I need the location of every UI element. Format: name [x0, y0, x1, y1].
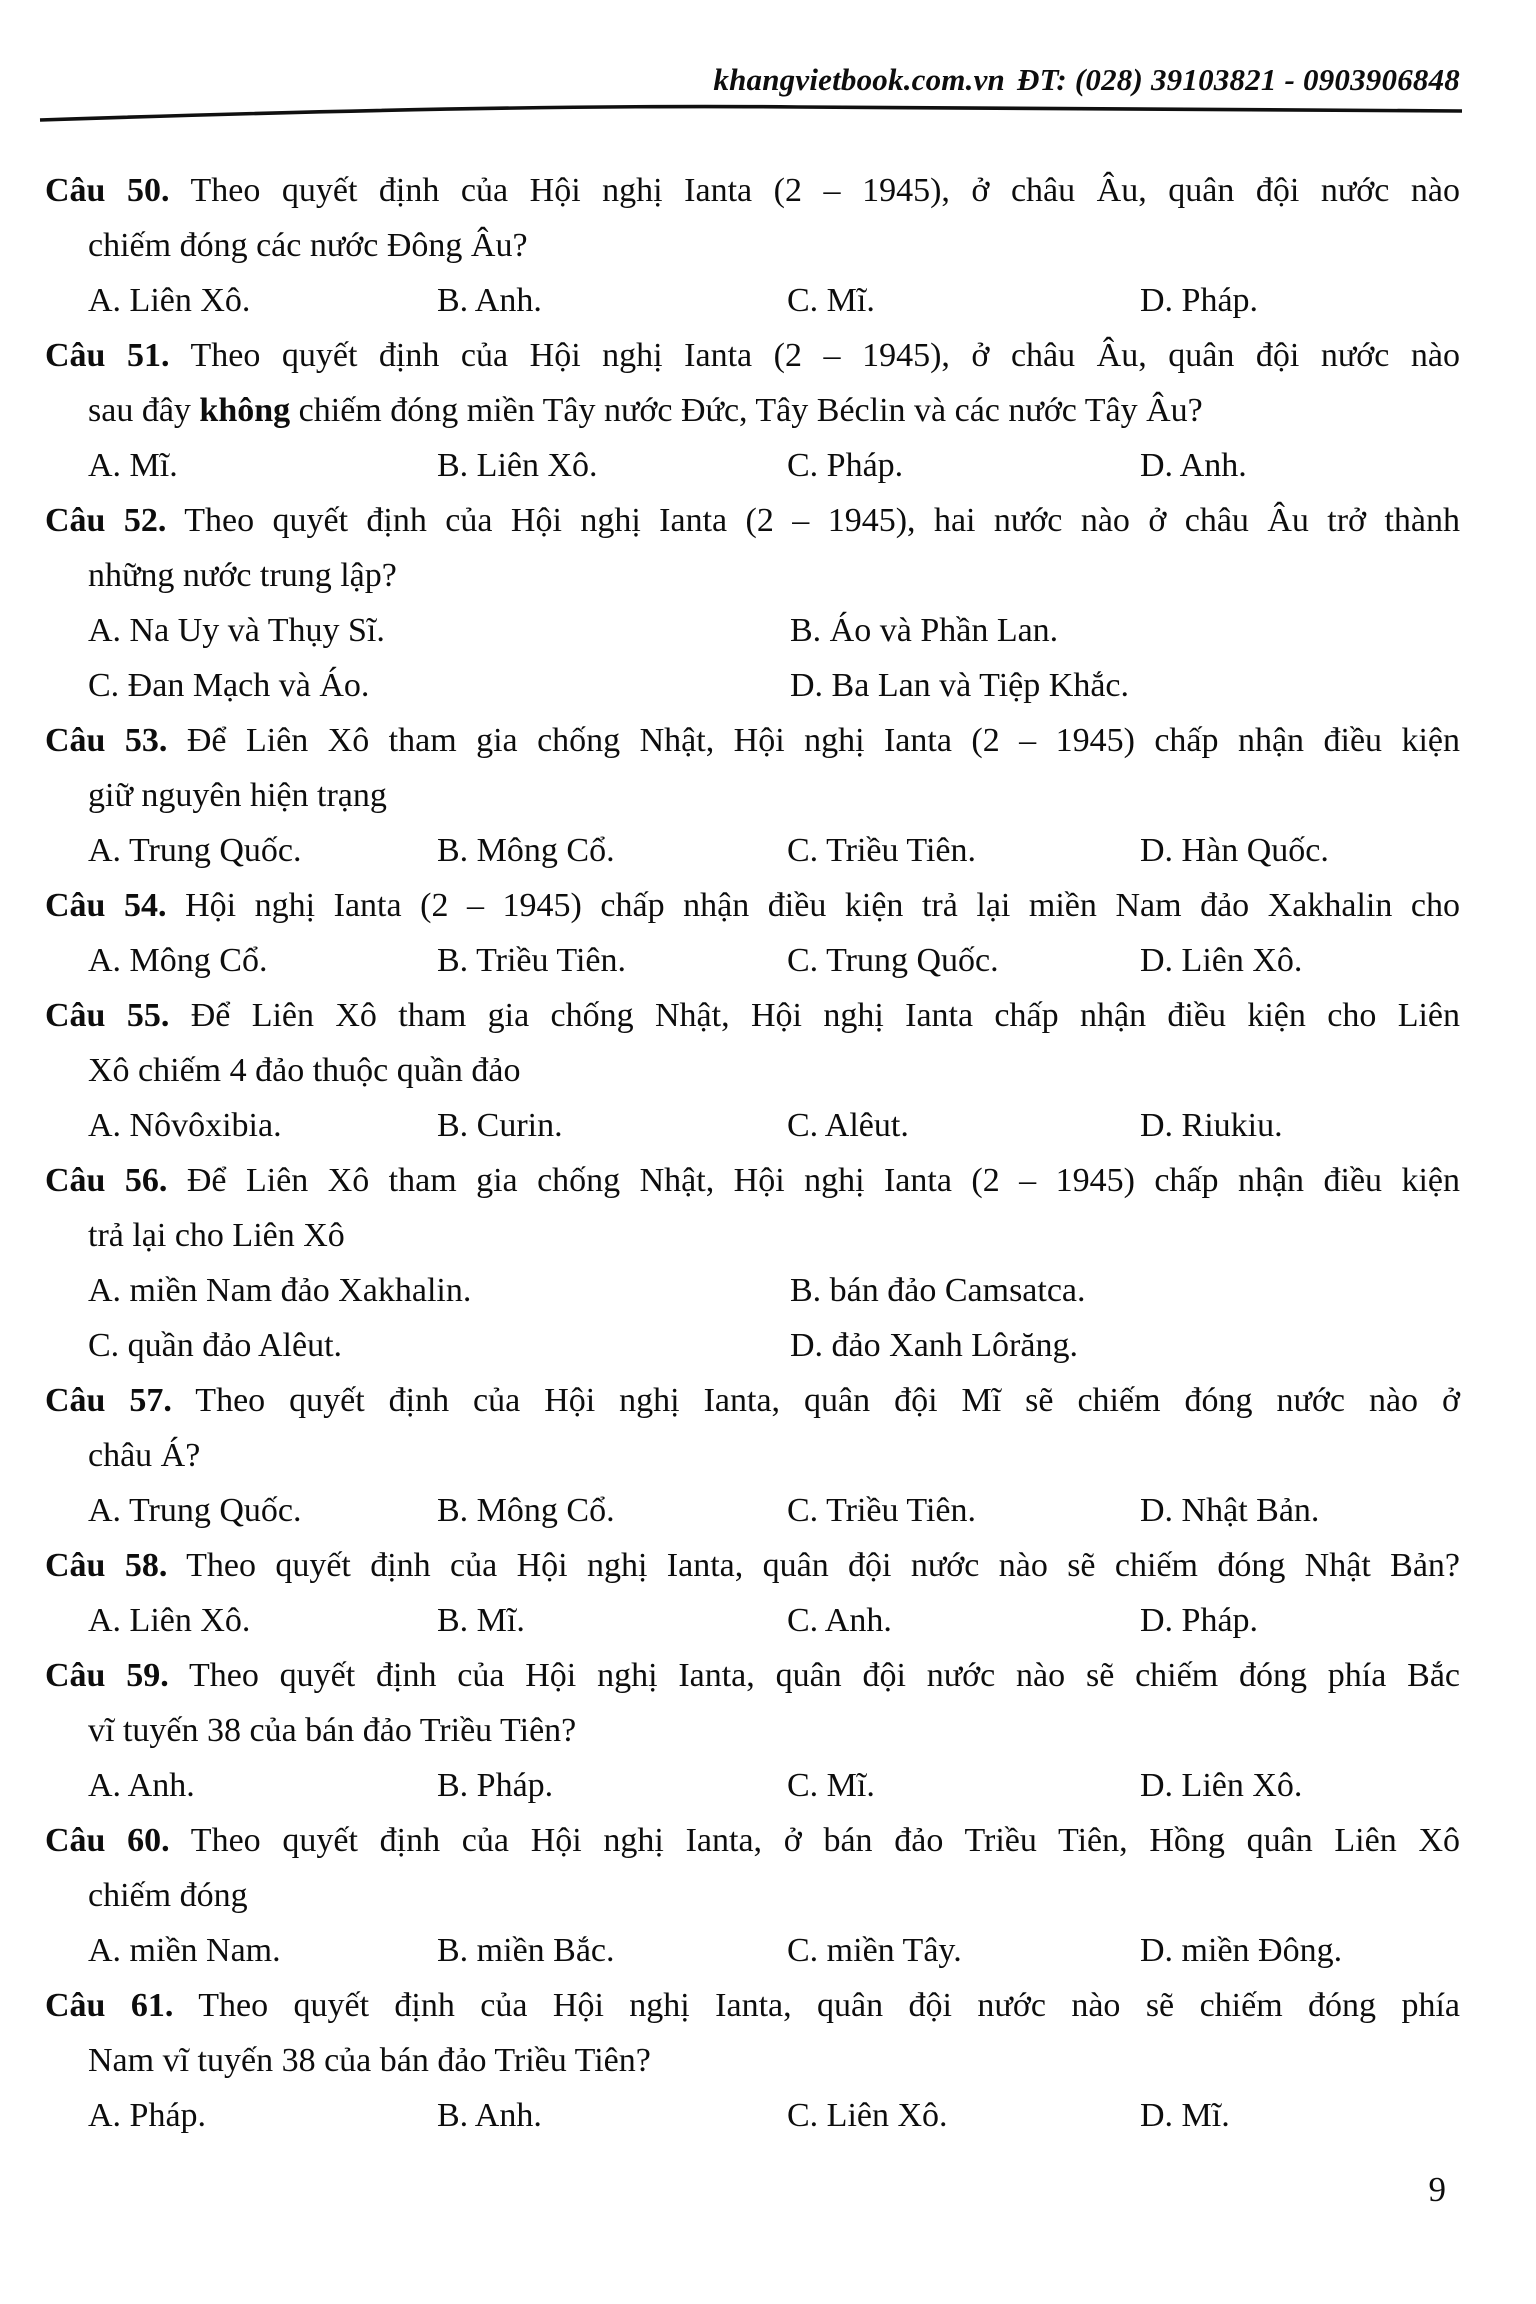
option-c: C. Triều Tiên.: [787, 832, 976, 869]
question-text: Để Liên Xô tham gia chống Nhật, Hội nghị Ianta (2 – 1945) chấp nhận điều kiện: [186, 1162, 1461, 1199]
question-line: giữ nguyên hiện trạng: [88, 777, 387, 814]
question-number: Câu 53.: [45, 722, 168, 759]
question-text: Theo quyết định của Hội nghị Ianta (2 – 1945), ở châu Âu, quân đội nước nào: [190, 172, 1461, 209]
question-50: [45, 163, 1460, 328]
question-number: Câu 51.: [45, 337, 170, 374]
option-b: B. Áo và Phần Lan.: [790, 612, 1059, 649]
option-d: D. Ba Lan và Tiệp Khắc.: [790, 667, 1130, 704]
question-line: [45, 878, 1460, 933]
question-55: [45, 988, 1460, 1153]
question-58: [45, 1538, 1460, 1648]
options-row: [45, 2088, 1460, 2143]
question-text: Theo quyết định của Hội nghị Ianta (2 – 1945), hai nước nào ở châu Âu trở thành: [184, 502, 1460, 539]
option-d: D. Hàn Quốc.: [1140, 832, 1329, 869]
option-a: A. Nôvôxibia.: [88, 1107, 282, 1144]
question-line: [45, 163, 1460, 218]
option-c: C. Đan Mạch và Áo.: [88, 667, 370, 704]
question-number: Câu 56.: [45, 1162, 168, 1199]
question-line: [45, 1813, 1460, 1868]
page-header: [713, 62, 1460, 98]
question-line: Nam vĩ tuyến 38 của bán đảo Triều Tiên?: [88, 2042, 651, 2079]
question-line: [45, 1373, 1460, 1428]
options-row: [45, 933, 1460, 988]
option-b: B. bán đảo Camsatca.: [790, 1272, 1086, 1309]
option-b: B. Curin.: [437, 1107, 563, 1144]
option-c: C. Liên Xô.: [787, 2097, 948, 2134]
option-d: D. Anh.: [1140, 447, 1247, 484]
option-c: C. Mĩ.: [787, 282, 875, 319]
option-c: C. Mĩ.: [787, 1767, 875, 1804]
options-row: [45, 823, 1460, 878]
question-text: Theo quyết định của Hội nghị Ianta, quân đội nước nào sẽ chiếm đóng phía: [198, 1987, 1461, 2024]
question-line: [45, 328, 1460, 383]
option-a: A. Mông Cổ.: [88, 942, 268, 979]
question-text: Để Liên Xô tham gia chống Nhật, Hội nghị Ianta chấp nhận điều kiện cho Liên: [190, 997, 1460, 1034]
question-line: [45, 713, 1460, 768]
option-d: D. Liên Xô.: [1140, 942, 1303, 979]
question-line: [45, 1538, 1460, 1593]
question-line: [45, 988, 1460, 1043]
option-b: B. Mĩ.: [437, 1602, 525, 1639]
question-line: vĩ tuyến 38 của bán đảo Triều Tiên?: [88, 1712, 577, 1749]
option-c: C. Pháp.: [787, 447, 904, 484]
header-website: khangvietbook.com.vn: [713, 62, 1005, 97]
question-text: Theo quyết định của Hội nghị Ianta, quân đội nước nào sẽ chiếm đóng phía Bắc: [188, 1657, 1460, 1694]
question-line: chiếm đóng các nước Đông Âu?: [88, 227, 528, 264]
option-d: D. Liên Xô.: [1140, 1767, 1303, 1804]
question-number: Câu 57.: [45, 1382, 172, 1419]
option-a: A. Anh.: [88, 1767, 195, 1804]
option-d: D. Pháp.: [1140, 282, 1259, 319]
header-phone: ĐT: (028) 39103821 - 0903906848: [1016, 62, 1460, 97]
question-number: Câu 58.: [45, 1547, 168, 1584]
option-a: A. Trung Quốc.: [88, 1492, 302, 1529]
options-row: [45, 1923, 1460, 1978]
option-a: A. Liên Xô.: [88, 282, 251, 319]
question-text: Theo quyết định của Hội nghị Ianta, quân đội nước nào sẽ chiếm đóng Nhật Bản?: [186, 1547, 1461, 1584]
option-c: C. Triều Tiên.: [787, 1492, 976, 1529]
options-row: [45, 1098, 1460, 1153]
question-line: trả lại cho Liên Xô: [88, 1217, 345, 1254]
question-text: Theo quyết định của Hội nghị Ianta, quân đội Mĩ sẽ chiếm đóng nước nào ở: [195, 1382, 1460, 1419]
question-57: [45, 1373, 1460, 1538]
question-61: [45, 1978, 1460, 2143]
options-row: [45, 658, 1460, 713]
option-a: A. miền Nam đảo Xakhalin.: [88, 1272, 472, 1309]
option-c: C. Alêut.: [787, 1107, 909, 1144]
option-b: B. miền Bắc.: [437, 1932, 615, 1969]
question-line: [45, 493, 1460, 548]
option-a: A. Na Uy và Thụy Sĩ.: [88, 612, 385, 649]
question-number: Câu 55.: [45, 997, 170, 1034]
question-text: Theo quyết định của Hội nghị Ianta, ở bán đảo Triều Tiên, Hồng quân Liên Xô: [190, 1822, 1460, 1859]
question-53: [45, 713, 1460, 878]
question-line: Xô chiếm 4 đảo thuộc quần đảo: [88, 1052, 521, 1089]
question-line: [45, 1648, 1460, 1703]
header-rule: [38, 100, 1464, 126]
question-line: những nước trung lập?: [88, 557, 397, 594]
option-b: B. Mông Cổ.: [437, 832, 615, 869]
option-b: B. Liên Xô.: [437, 447, 598, 484]
option-d: D. đảo Xanh Lôrăng.: [790, 1327, 1078, 1364]
options-row: [45, 1483, 1460, 1538]
questions-list: [45, 163, 1460, 2143]
question-51: [45, 328, 1460, 493]
question-line: chiếm đóng: [88, 1877, 248, 1914]
question-text: sau đây: [88, 392, 200, 429]
question-line: [45, 1978, 1460, 2033]
options-row: [45, 1758, 1460, 1813]
question-number: Câu 59.: [45, 1657, 169, 1694]
question-line: [45, 1153, 1460, 1208]
options-row: [45, 603, 1460, 658]
options-row: [45, 273, 1460, 328]
option-c: C. Trung Quốc.: [787, 942, 999, 979]
question-59: [45, 1648, 1460, 1813]
question-54: [45, 878, 1460, 988]
question-text: Hội nghị Ianta (2 – 1945) chấp nhận điều kiện trả lại miền Nam đảo Xakhalin cho: [185, 887, 1460, 924]
question-text-bold: không: [199, 392, 291, 429]
options-row: [45, 1263, 1460, 1318]
option-d: D. Nhật Bản.: [1140, 1492, 1320, 1529]
question-number: Câu 60.: [45, 1822, 170, 1859]
question-60: [45, 1813, 1460, 1978]
options-row: [45, 438, 1460, 493]
options-row: [45, 1593, 1460, 1648]
question-number: Câu 54.: [45, 887, 167, 924]
option-a: A. miền Nam.: [88, 1932, 281, 1969]
question-number: Câu 50.: [45, 172, 170, 209]
option-d: D. Riukiu.: [1140, 1107, 1283, 1144]
options-row: [45, 1318, 1460, 1373]
option-b: B. Mông Cổ.: [437, 1492, 615, 1529]
option-c: C. quần đảo Alêut.: [88, 1327, 343, 1364]
question-56: [45, 1153, 1460, 1373]
question-text: chiếm đóng miền Tây nước Đức, Tây Béclin và các nước Tây Âu?: [290, 392, 1203, 429]
page-number: 9: [1428, 2170, 1446, 2209]
question-text: Theo quyết định của Hội nghị Ianta (2 – 1945), ở châu Âu, quân đội nước nào: [190, 337, 1461, 374]
option-d: D. Pháp.: [1140, 1602, 1259, 1639]
question-line: châu Á?: [88, 1437, 201, 1474]
question-number: Câu 52.: [45, 502, 167, 539]
option-d: D. Mĩ.: [1140, 2097, 1230, 2134]
option-c: C. miền Tây.: [787, 1932, 962, 1969]
option-b: B. Triều Tiên.: [437, 942, 626, 979]
question-text: Để Liên Xô tham gia chống Nhật, Hội nghị Ianta (2 – 1945) chấp nhận điều kiện: [186, 722, 1461, 759]
option-a: A. Mĩ.: [88, 447, 178, 484]
option-b: B. Anh.: [437, 282, 542, 319]
option-a: A. Liên Xô.: [88, 1602, 251, 1639]
option-b: B. Anh.: [437, 2097, 542, 2134]
option-d: D. miền Đông.: [1140, 1932, 1343, 1969]
question-52: [45, 493, 1460, 713]
question-line: [45, 383, 1460, 438]
question-number: Câu 61.: [45, 1987, 174, 2024]
option-a: A. Trung Quốc.: [88, 832, 302, 869]
option-c: C. Anh.: [787, 1602, 892, 1639]
option-b: B. Pháp.: [437, 1767, 554, 1804]
option-a: A. Pháp.: [88, 2097, 207, 2134]
